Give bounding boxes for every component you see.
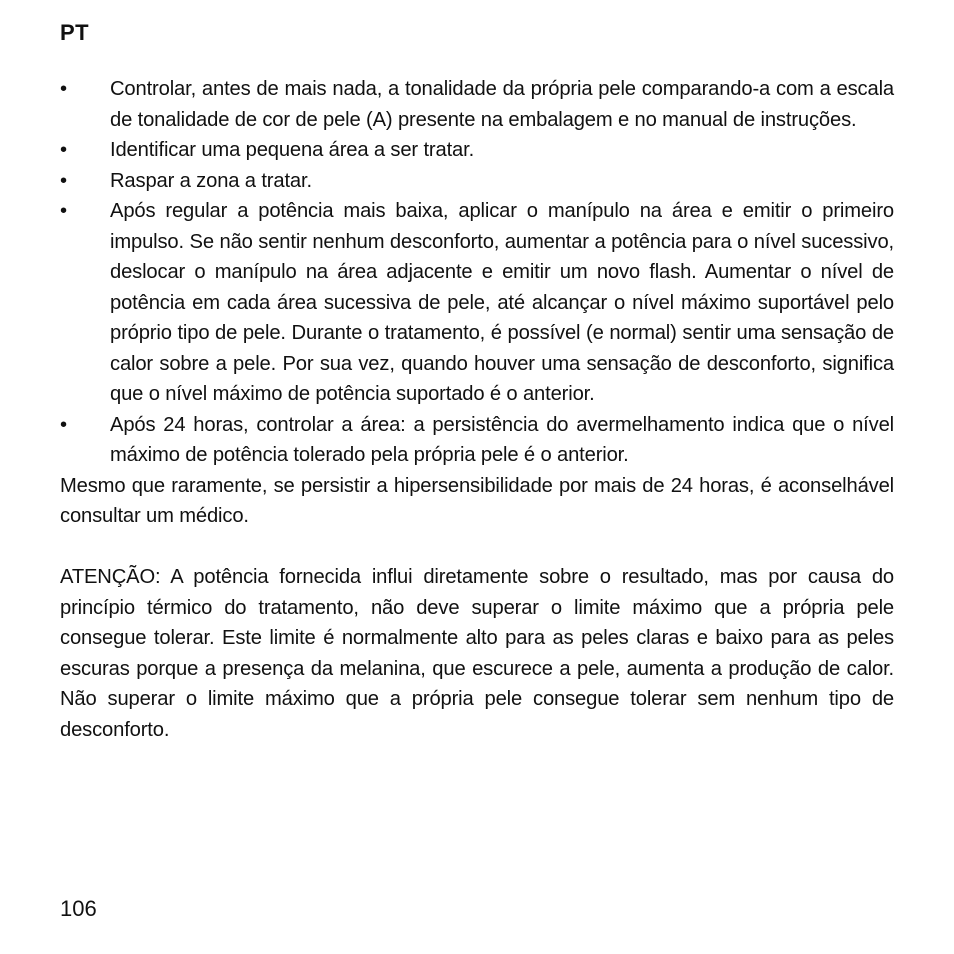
bullet-icon: • (60, 78, 67, 100)
list-item (60, 410, 894, 471)
language-tag: PT (60, 20, 90, 45)
bullet-icon: • (60, 413, 67, 436)
list-item (60, 166, 894, 197)
list-item (60, 135, 894, 166)
instruction-list (60, 74, 894, 471)
list-item-text: Após 24 horas, controlar a área: a persistência do avermelhamento indica que o nível máximo de potência tolerado pela própria pele é o anterior. (110, 413, 894, 466)
list-item (60, 74, 894, 135)
list-item-text: Controlar, antes de mais nada, a tonalidade da própria pele comparando-a com a escala de tonalidade de cor de pele (A) presente na embalagem e no manual de instruções. (110, 78, 894, 131)
bullet-icon: • (60, 200, 67, 222)
warning-paragraph: ATENÇÃO: A potência fornecida influi diretamente sobre o resultado, mas por causa do princípio térmico do tratamento, não deve superar o limite máximo que a própria pele consegue tolerar. Este limite é normalmente alto para as peles claras e baixo para as peles escuras porque a presença da melanina, que escurece a pele, aumenta a produção de calor. Não superar o limite máximo que a própria pele consegue tolerar sem nenhum tipo de desconforto. (60, 566, 894, 741)
bullet-icon: • (60, 139, 67, 161)
list-item-text: Após regular a potência mais baixa, aplicar o manípulo na área e emitir o primeiro impulso. Se não sentir nenhum desconforto, aumentar a potência para o nível sucessivo, deslocar o manípulo na área adjacente e emitir um novo flash. Aumentar o nível de potência em cada área sucessiva de pele, até alcançar o nível máximo suportável pelo próprio tipo de pele. Durante o tratamento, é possível (e normal) sentir uma sensação de calor sobre a pele. Por sua vez, quando houver uma sensação de desconforto, significa que o nível máximo de potência suportado é o anterior. (110, 200, 894, 405)
list-item-text: Identificar uma pequena área a ser tratar. (110, 139, 475, 161)
page-content (60, 74, 894, 745)
list-item-text: Raspar a zona a tratar. (110, 169, 312, 192)
bullet-icon: • (60, 169, 67, 192)
page-number: 106 (60, 896, 97, 921)
follow-up-paragraph: Mesmo que raramente, se persistir a hipersensibilidade por mais de 24 horas, é aconselhável consultar um médico. (60, 474, 894, 527)
list-item (60, 196, 894, 410)
